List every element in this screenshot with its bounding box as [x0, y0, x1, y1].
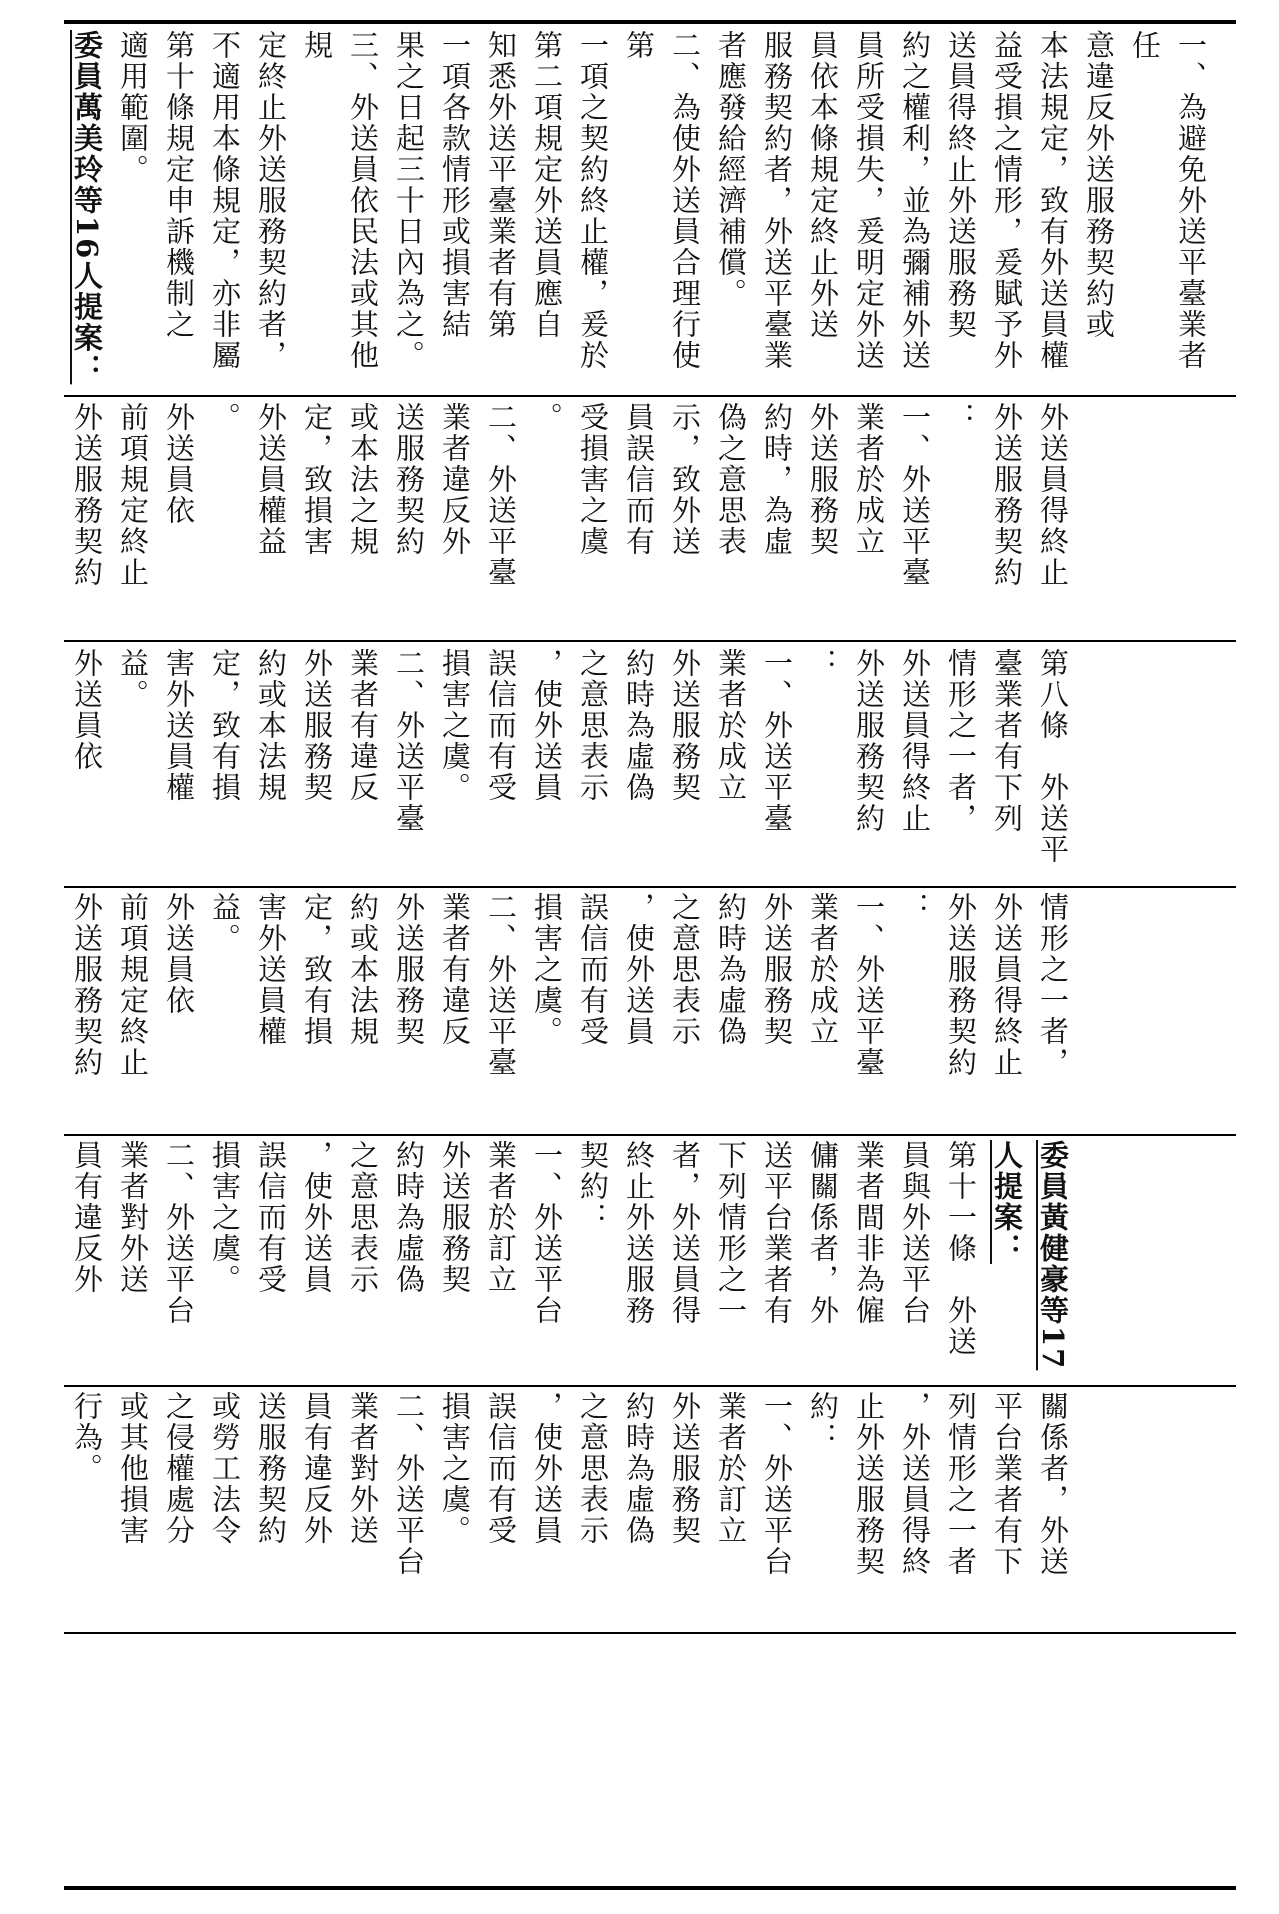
- table-bottom-rule: [64, 1886, 1236, 1890]
- text-line: 本法規定，致有外送員權: [1036, 30, 1070, 371]
- text-line: 行為。: [70, 1391, 104, 1484]
- text-line: 受損害之虞: [576, 402, 610, 557]
- text-line: 第十條規定申訴機制之: [162, 30, 196, 340]
- text-line: 者，外送員得: [668, 1140, 702, 1326]
- text-line: 約時，為虛: [760, 402, 794, 557]
- text-line: 情形之一者，: [1036, 892, 1070, 1078]
- text-line: 定，致有損: [208, 648, 242, 803]
- text-line: 損害之虞。: [438, 1391, 472, 1546]
- text-line: 外送員權益: [254, 402, 288, 557]
- text-line: 或勞工法令: [208, 1391, 242, 1546]
- text-line: 誤信而有受: [576, 892, 610, 1047]
- text-line: 一、外送平台: [530, 1140, 564, 1326]
- row-divider: [64, 1385, 1236, 1387]
- row-divider: [64, 395, 1236, 397]
- text-line: 不適用本條規定，亦非屬: [208, 30, 242, 371]
- text-line: 送服務契約: [254, 1391, 288, 1546]
- row-divider: [64, 886, 1236, 888]
- proposer-heading: 委員萬美玲等16人提案：: [70, 30, 104, 385]
- text-line: 送員得終止外送服務契: [944, 30, 978, 340]
- table-top-rule: [64, 20, 1236, 24]
- text-line: 二、外送平臺: [484, 892, 518, 1078]
- text-line: 二、外送平臺: [392, 648, 426, 834]
- text-line: 送服務契約: [392, 402, 426, 557]
- text-line: 之意思表示: [346, 1140, 380, 1295]
- text-line: 誤信而有受: [254, 1140, 288, 1295]
- text-line: 約之權利，並為彌補外送: [898, 30, 932, 371]
- text-line: 益受損之情形，爰賦予外: [990, 30, 1024, 371]
- text-line: 損害之虞。: [530, 892, 564, 1047]
- text-line: 者應發給經濟補償。: [714, 30, 748, 309]
- text-line: 業者於成立: [806, 892, 840, 1047]
- text-line: 外送員得終止: [898, 648, 932, 834]
- text-line: 列情形之一者: [944, 1391, 978, 1577]
- text-line: 之侵權處分: [162, 1391, 196, 1546]
- text-line: 一、外送平臺: [760, 648, 794, 834]
- text-line: 外送員依: [70, 648, 104, 772]
- text-line: 定，致損害: [300, 402, 334, 557]
- text-line: 損害之虞。: [438, 648, 472, 803]
- text-line: 契約：: [576, 1140, 610, 1233]
- text-line: ：: [944, 402, 978, 433]
- text-line: 意違反外送服務契約或: [1082, 30, 1116, 340]
- text-line: 員與外送平台: [898, 1140, 932, 1326]
- text-line: 業者於成立: [714, 648, 748, 803]
- text-line: 外送服務契約: [70, 402, 104, 588]
- text-line: 。: [530, 402, 564, 433]
- text-line: 之意思表示: [576, 1391, 610, 1546]
- text-line: 業者有違反: [346, 648, 380, 803]
- text-line: 外送服務契: [668, 1391, 702, 1546]
- text-line: 或其他損害: [116, 1391, 150, 1546]
- text-line: ：: [806, 648, 840, 679]
- table-cell-explanation: [64, 30, 1236, 390]
- text-line: 二、外送平臺: [484, 402, 518, 588]
- text-line: 外送服務契約: [990, 402, 1024, 588]
- text-line: 二、外送平台: [162, 1140, 196, 1326]
- text-line: 業者於訂立: [714, 1391, 748, 1546]
- proposer-heading: 人提案：: [990, 1140, 1024, 1264]
- text-line: 一、為避免外送平臺業者任: [1128, 30, 1208, 371]
- text-line: 送平台業者有: [760, 1140, 794, 1326]
- text-line: 約時為虛偽: [714, 892, 748, 1047]
- text-line: 第二項規定外送員應自: [530, 30, 564, 340]
- proposer-heading: 委員黃健豪等17: [1036, 1140, 1070, 1371]
- text-line: 約時為虛偽: [392, 1140, 426, 1295]
- text-line: 定，致有損: [300, 892, 334, 1047]
- text-line: 外送服務契: [392, 892, 426, 1047]
- text-line: 外送服務契約: [944, 892, 978, 1078]
- text-line: 終止外送服務: [622, 1140, 656, 1326]
- text-line: 員有違反外: [70, 1140, 104, 1295]
- text-line: 業者於訂立: [484, 1140, 518, 1295]
- text-line: 平台業者有下: [990, 1391, 1024, 1577]
- text-line: 傭關係者，外: [806, 1140, 840, 1326]
- text-line: 一、外送平台: [760, 1391, 794, 1577]
- text-line: 之意思表示: [576, 648, 610, 803]
- article-text: [64, 648, 1090, 882]
- text-line: 外送員得終止: [990, 892, 1024, 1078]
- text-line: 第八條 外送平: [1036, 648, 1070, 865]
- table-cell: [64, 892, 1236, 1130]
- text-line: 益。: [208, 892, 242, 954]
- text-line: 外送員得終止: [1036, 402, 1070, 588]
- table-cell: [64, 1391, 1236, 1627]
- text-line: 員依本條規定終止外送: [806, 30, 840, 340]
- proposal-text: [64, 892, 1090, 1130]
- row-divider: [64, 640, 1236, 642]
- text-line: 益。: [116, 648, 150, 710]
- text-line: ：: [898, 892, 932, 923]
- proposal-text: [64, 1140, 1090, 1380]
- text-line: 外送服務契: [806, 402, 840, 557]
- text-line: 之意思表示: [668, 892, 702, 1047]
- text-line: 定終止外送服務契約者，: [254, 30, 288, 371]
- text-line: 約或本法規: [254, 648, 288, 803]
- text-line: 第十一條 外送: [944, 1140, 978, 1357]
- text-line: 外送服務契: [668, 648, 702, 803]
- text-line: 約：: [806, 1391, 840, 1453]
- text-line: 前項規定終止: [116, 402, 150, 588]
- text-line: 損害之虞。: [208, 1140, 242, 1295]
- proposal-text: [64, 1391, 1090, 1627]
- text-line: 員誤信而有: [622, 402, 656, 557]
- text-line: 情形之一者，: [944, 648, 978, 834]
- table-cell: [64, 1140, 1236, 1380]
- text-line: 。: [208, 402, 242, 433]
- text-line: 一項各款情形或損害結: [438, 30, 472, 340]
- proposal-text: [64, 402, 1090, 636]
- text-line: 外送服務契約: [70, 892, 104, 1078]
- text-line: 業者對外送: [116, 1140, 150, 1295]
- text-line: 誤信而有受: [484, 1391, 518, 1546]
- text-line: 外送員依: [162, 892, 196, 1016]
- text-line: 誤信而有受: [484, 648, 518, 803]
- text-line: ，外送員得終: [898, 1391, 932, 1577]
- text-line: ，使外送員: [530, 648, 564, 803]
- explanation-text: [64, 30, 1228, 390]
- text-line: 一、外送平臺: [852, 892, 886, 1078]
- text-line: 害外送員權: [162, 648, 196, 803]
- text-line: 服務契約者，外送平臺業: [760, 30, 794, 371]
- text-line: 偽之意思表: [714, 402, 748, 557]
- text-line: ，使外送員: [530, 1391, 564, 1546]
- text-line: 適用範圍。: [116, 30, 150, 185]
- table-cell: [64, 402, 1236, 636]
- text-line: ，使外送員: [622, 892, 656, 1047]
- text-line: 一項之契約終止權，爰於: [576, 30, 610, 371]
- text-line: 業者於成立: [852, 402, 886, 557]
- text-line: 業者違反外: [438, 402, 472, 557]
- text-line: 止外送服務契: [852, 1391, 886, 1577]
- text-line: 二、為使外送員合理行使第: [622, 30, 702, 371]
- text-line: 臺業者有下列: [990, 648, 1024, 834]
- text-line: 三、外送員依民法或其他規: [300, 30, 380, 371]
- text-line: 約時為虛偽: [622, 648, 656, 803]
- text-line: 一、外送平臺: [898, 402, 932, 588]
- text-line: 外送服務契: [438, 1140, 472, 1295]
- text-line: 員所受損失，爰明定外送: [852, 30, 886, 371]
- text-line: 關係者，外送: [1036, 1391, 1070, 1577]
- text-line: 害外送員權: [254, 892, 288, 1047]
- text-line: 員有違反外: [300, 1391, 334, 1546]
- row-divider: [64, 1632, 1236, 1634]
- text-line: 下列情形之一: [714, 1140, 748, 1326]
- row-divider: [64, 1134, 1236, 1136]
- text-line: 業者對外送: [346, 1391, 380, 1546]
- text-line: 約時為虛偽: [622, 1391, 656, 1546]
- text-line: 前項規定終止: [116, 892, 150, 1078]
- text-line: 外送服務契: [760, 892, 794, 1047]
- text-line: 示，致外送: [668, 402, 702, 557]
- text-line: 二、外送平台: [392, 1391, 426, 1577]
- text-line: 或本法之規: [346, 402, 380, 557]
- text-line: 知悉外送平臺業者有第: [484, 30, 518, 340]
- text-line: 外送服務契約: [852, 648, 886, 834]
- text-line: 果之日起三十日內為之。: [392, 30, 426, 371]
- text-line: ，使外送員: [300, 1140, 334, 1295]
- text-line: 外送員依: [162, 402, 196, 526]
- text-line: 約或本法規: [346, 892, 380, 1047]
- text-line: 業者有違反: [438, 892, 472, 1047]
- text-line: 業者間非為僱: [852, 1140, 886, 1326]
- table-cell: [64, 648, 1236, 882]
- text-line: 外送服務契: [300, 648, 334, 803]
